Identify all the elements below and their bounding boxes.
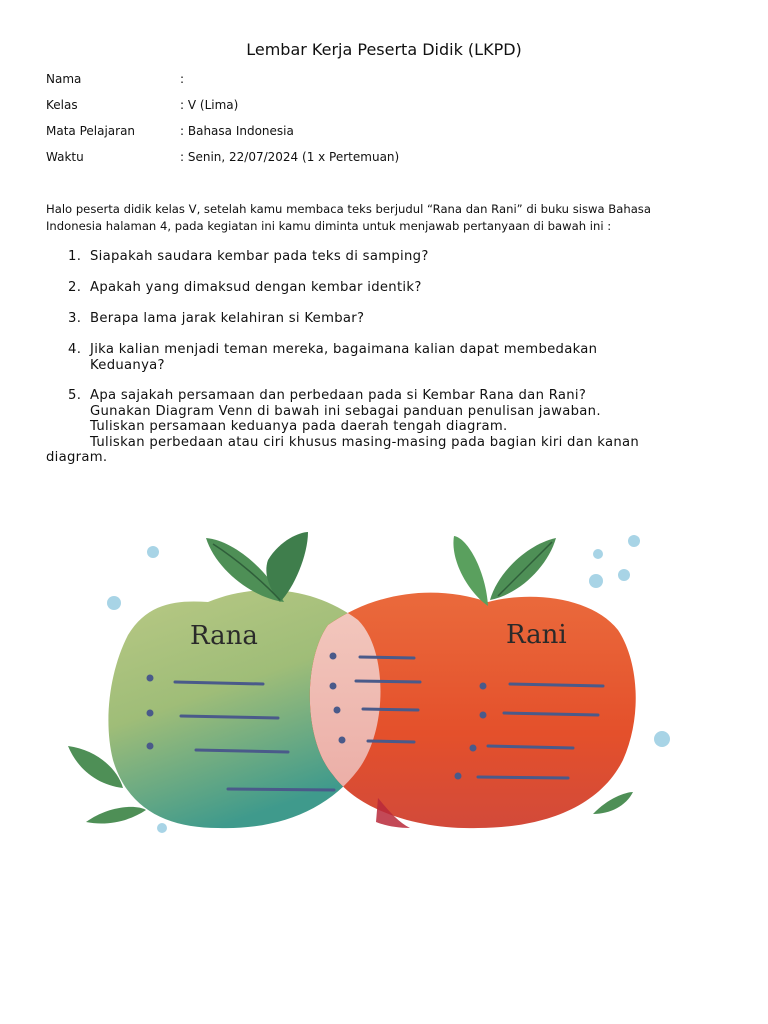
venn-label-left: Rana [190,621,258,651]
venn-diagram-apples [58,510,688,840]
question-text: Tuliskan perbedaan atau ciri khusus masing-masing pada bagian kiri dan kanan [90,434,640,450]
question-3 [46,311,726,327]
question-1 [46,249,726,265]
info-row-waktu [46,150,726,166]
intro-line: Halo peserta didik kelas V, setelah kamu membaca teks berjudul “Rana dan Rani” di buku siswa Bahasa [46,202,651,216]
question-text: Siapakah saudara kembar pada teks di samping? [90,249,429,264]
info-value: : Senin, 22/07/2024 (1 x Pertemuan) [180,150,400,164]
question-4 [46,342,726,373]
info-row-mata-pelajaran [46,124,726,140]
info-row-kelas [46,98,726,114]
info-label: Mata Pelajaran [46,124,136,138]
question-number: 3. [68,311,82,326]
question-number: 2. [68,280,82,295]
page-title: Lembar Kerja Peserta Didik (LKPD) [246,40,522,59]
info-label: Nama [46,72,82,86]
question-text: Berapa lama jarak kelahiran si Kembar? [90,311,365,326]
info-value: : [180,72,185,86]
question-text: Gunakan Diagram Venn di bawah ini sebagai panduan penulisan jawaban. [90,403,601,419]
question-number: 5. [68,388,82,403]
question-number: 4. [68,342,82,357]
question-2 [46,280,726,296]
left-leaves [206,532,308,602]
intro-paragraph [46,201,736,235]
info-value: : Bahasa Indonesia [180,124,294,138]
right-leaves [453,536,556,606]
info-label: Waktu [46,150,84,164]
info-row-nama [46,72,726,88]
question-text: Jika kalian menjadi teman mereka, bagaimana kalian dapat membedakan [90,342,598,357]
question-text: Keduanya? [90,357,165,373]
intro-line: Indonesia halaman 4, pada kegiatan ini kamu diminta untuk menjawab pertanyaan di bawah ini : [46,219,612,233]
question-text: Apakah yang dimaksud dengan kembar identik? [90,280,422,295]
question-5 [46,388,726,466]
info-value: : V (Lima) [180,98,239,112]
question-number: 1. [68,249,82,264]
venn-label-right: Rani [506,620,567,650]
info-label: Kelas [46,98,78,112]
question-text: diagram. [46,450,108,466]
question-text: Tuliskan persamaan keduanya pada daerah tengah diagram. [90,419,508,435]
question-text: Apa sajakah persamaan dan perbedaan pada si Kembar Rana dan Rani? [90,388,587,403]
